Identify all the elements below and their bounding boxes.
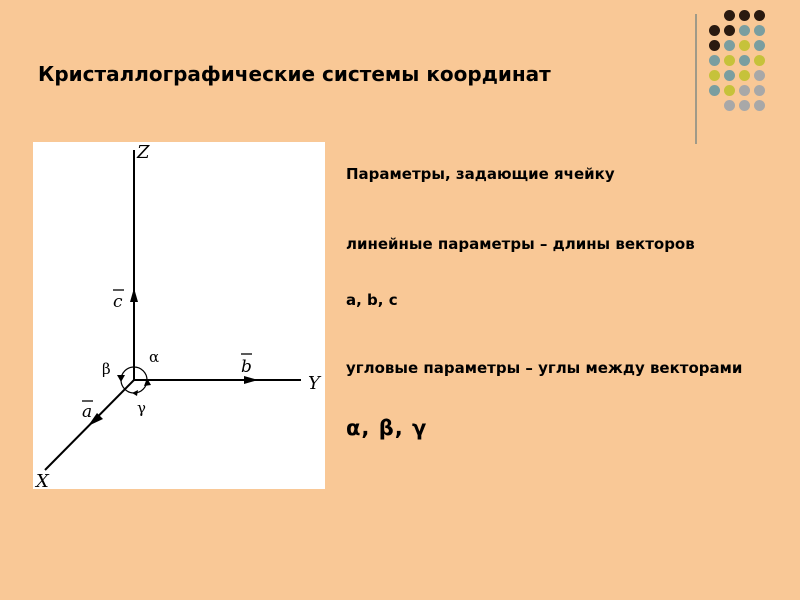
b-vector-arrow: [244, 376, 258, 384]
decorative-dot: [739, 40, 750, 51]
linear-parameters-values: a, b, c: [346, 291, 398, 309]
gamma-angle-label: γ: [137, 399, 146, 417]
arc-arrow-left: [117, 375, 125, 382]
slide-title: Кристаллографические системы координат: [38, 62, 551, 86]
decorative-dot: [724, 40, 735, 51]
parameters-heading: Параметры, задающие ячейку: [346, 165, 615, 183]
decorative-dot: [754, 10, 765, 21]
axes-diagram: [33, 142, 325, 489]
decorative-dot: [724, 55, 735, 66]
angular-parameters-text: угловые параметры – углы между векторами: [346, 359, 743, 377]
linear-parameters-text: линейные параметры – длины векторов: [346, 235, 695, 253]
decorative-dot: [739, 25, 750, 36]
decorative-dot: [754, 85, 765, 96]
decorative-dot: [754, 55, 765, 66]
a-vector-label: a: [82, 402, 93, 422]
decorative-dot: [709, 70, 720, 81]
decorative-dot: [724, 25, 735, 36]
x-axis-label: X: [36, 471, 49, 489]
decorative-dot: [724, 70, 735, 81]
decorative-dot: [739, 55, 750, 66]
decorative-dot: [709, 25, 720, 36]
decorative-dot: [724, 10, 735, 21]
decorative-dot: [739, 100, 750, 111]
decorative-divider-line: [695, 14, 697, 144]
decorative-dot: [754, 70, 765, 81]
b-vector-label: b: [241, 357, 252, 377]
decorative-dot: [709, 85, 720, 96]
decorative-dot: [739, 10, 750, 21]
decorative-dot: [754, 100, 765, 111]
decorative-dot: [754, 40, 765, 51]
alpha-angle-label: α: [149, 348, 160, 366]
decorative-dot: [709, 40, 720, 51]
decorative-dot: [724, 100, 735, 111]
decorative-dot: [709, 55, 720, 66]
angular-parameters-values: α, β, γ: [346, 416, 428, 440]
z-axis-label: Z: [137, 142, 150, 163]
decorative-dot: [739, 85, 750, 96]
y-axis-label: Y: [308, 373, 320, 394]
coordinate-system-figure: [33, 142, 325, 489]
c-vector-arrow: [130, 288, 138, 302]
decorative-dot: [739, 70, 750, 81]
arc-arrow-bottom: [132, 390, 138, 396]
beta-angle-label: β: [102, 360, 111, 378]
c-vector-label: c: [113, 292, 123, 312]
decorative-dot: [724, 85, 735, 96]
decorative-dot: [754, 25, 765, 36]
